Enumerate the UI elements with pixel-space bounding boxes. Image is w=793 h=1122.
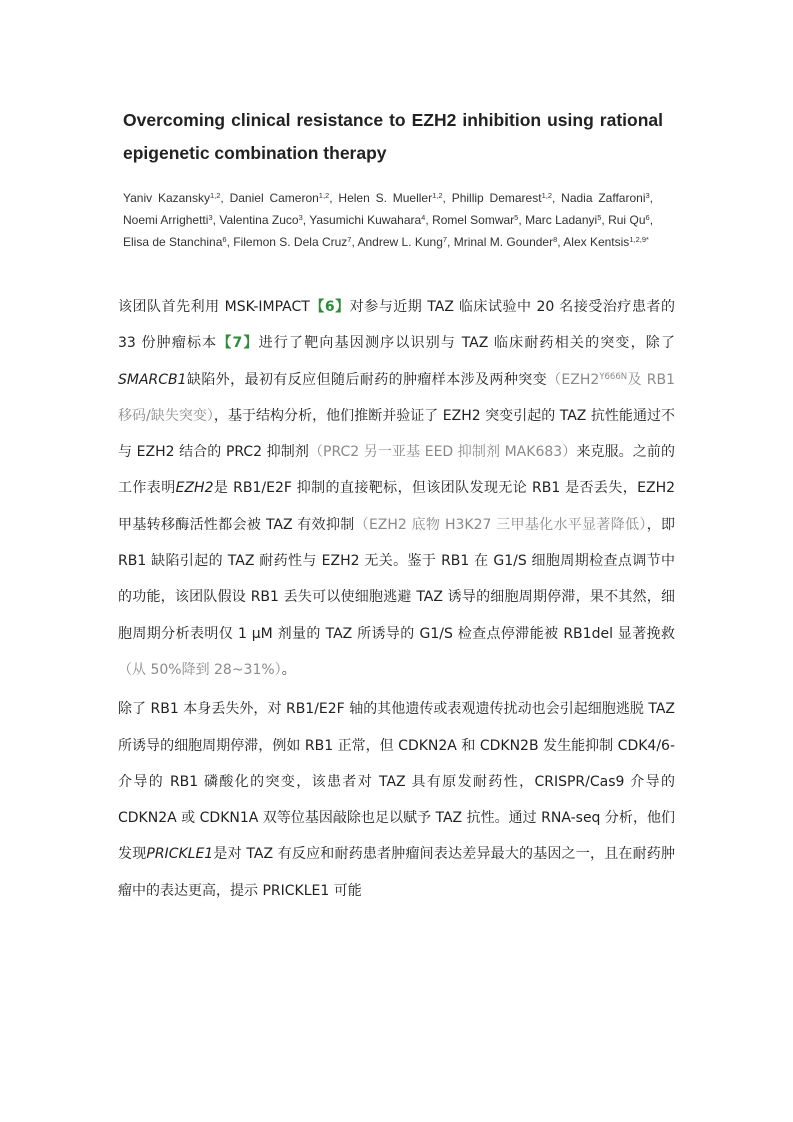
author: Daniel Cameron$^{1,2}$ [229,191,330,205]
gene-name: SMARCB1 [118,371,187,388]
author-list: Yaniv Kazansky$^{1,2}$, Daniel Cameron$^{1,2}$, Helen S. Mueller$^{1,2}$, Phillip Demarest$^{1,2}$, Nadia Zaffaroni$^3$, Noemi Arrighetti$^3$, Valentina Zuco$^3$, Yasumichi Kuwahara$^4$, Romel Somwar$^5$, Marc Ladanyi$^5$, Rui Qu$^6$, Elisa de Stanchina$^6$, Filemon S. Dela Cruz$^7$, Andrew L. Kung$^7$, Mrinal M. Gounder$^8$, Alex Kentsis$^{1,2,9*}$ [123,191,654,249]
author: Helen S. Mueller$^{1,2}$ [338,191,443,205]
author: Marc Ladanyi$^5$ [525,213,602,227]
citation-link[interactable]: 【6】 [309,299,350,315]
annotation-note: （EZH2 底物 H3K27 三甲基化水平显著降低） [354,516,647,533]
author: Romel Somwar$^5$ [432,213,519,227]
author: Rui Qu$^6$ [608,213,650,227]
article-body [118,289,675,909]
paragraph-2: 除了 RB1 本身丢失外，对 RB1/E2F 轴的其他遗传或表观遗传扰动也会引起细胞逃脱 TAZ 所诱导的细胞周期停滞，例如 RB1 正常，但 CDKN2A 和 CDKN2B 发生能抑制 CDK4/6-介导的 RB1 磷酸化的突变，该患者对 TAZ 具有原发耐药性，CRISPR/Cas9 介导的 CDKN2A 或 CDKN1A 双等位基因敲除也足以赋予 TAZ 抗性。通过 RNA-seq 分析，他们发现PRICKLE1是对 TAZ 有反应和耐药患者肿瘤间表达差异最大的基因之一，且在耐药肿瘤中的表达更高，提示 PRICKLE1 可能 [118,701,675,899]
gene-name: EZH2 [175,480,214,497]
author: Alex Kentsis$^{1,2,9*}$ [563,235,649,249]
gene-name: PRICKLE1 [146,846,214,863]
author: Phillip Demarest$^{1,2}$ [451,191,552,205]
author: Elisa de Stanchina$^6$ [123,235,227,249]
annotation-note: （PRC2 另一亚基 EED 抑制剂 MAK683） [308,444,577,461]
citation-link[interactable]: 【7】 [217,335,259,352]
author: Yaniv Kazansky$^{1,2}$ [123,191,221,205]
paragraph-1: 该团队首先利用 MSK-IMPACT【6】对参与近期 TAZ 临床试验中 20 名接受治疗患者的 33 份肿瘤标本【7】进行了靶向基因测序以识别与 TAZ 临床耐药相关的突变，除了SMARCB1缺陷外，最初有反应但随后耐药的肿瘤样本涉及两种突变（$EZH2^{Y666N}$及 RB1 移码/缺失突变），基于结构分析，他们推断并验证了 EZH2 突变引起的 TAZ 抗性能通过不与 EZH2 结合的 PRC2 抑制剂（PRC2 另一亚基 EED 抑制剂 MAK683）来克服。之前的工作表明EZH2是 RB1/E2F 抑制的直接靶标，但该团队发现无论 RB1 是否丢失，EZH2 甲基转移酶活性都会被 TAZ 有效抑制（EZH2 底物 H3K27 三甲基化水平显著降低），即 RB1 缺陷引起的 TAZ 耐药性与 EZH2 无关。鉴于 RB1 在 G1/S 细胞周期检查点调节中的功能，该团队假设 RB1 丢失可以使细胞逃避 TAZ 诱导的细胞周期停滞，果不其然，细胞周期分析表明仅 1 μM 剂量的 TAZ 所诱导的 G1/S 检查点停滞能被 RB1del 显著挽救（从 50%降到 28~31%）。 [118,299,676,678]
author: Noemi Arrighetti$^3$ [123,213,213,227]
annotation-note: （从 50%降到 28~31%） [118,661,282,678]
author: Andrew L. Kung$^7$ [357,235,448,249]
author: Filemon S. Dela Cruz$^7$ [233,235,352,249]
author: Mrinal M. Gounder$^8$ [453,235,558,249]
author: Valentina Zuco$^3$ [219,213,303,227]
author: Yasumichi Kuwahara$^4$ [309,213,426,227]
paper-title: Overcoming clinical resistance to EZH2 inhibition using rational epigenetic combination therapy [123,110,663,163]
annotation-note: （$EZH2^{Y666N}$及 RB1 移码/缺失突变） [118,371,675,424]
author: Nadia Zaffaroni$^3$ [561,191,650,205]
